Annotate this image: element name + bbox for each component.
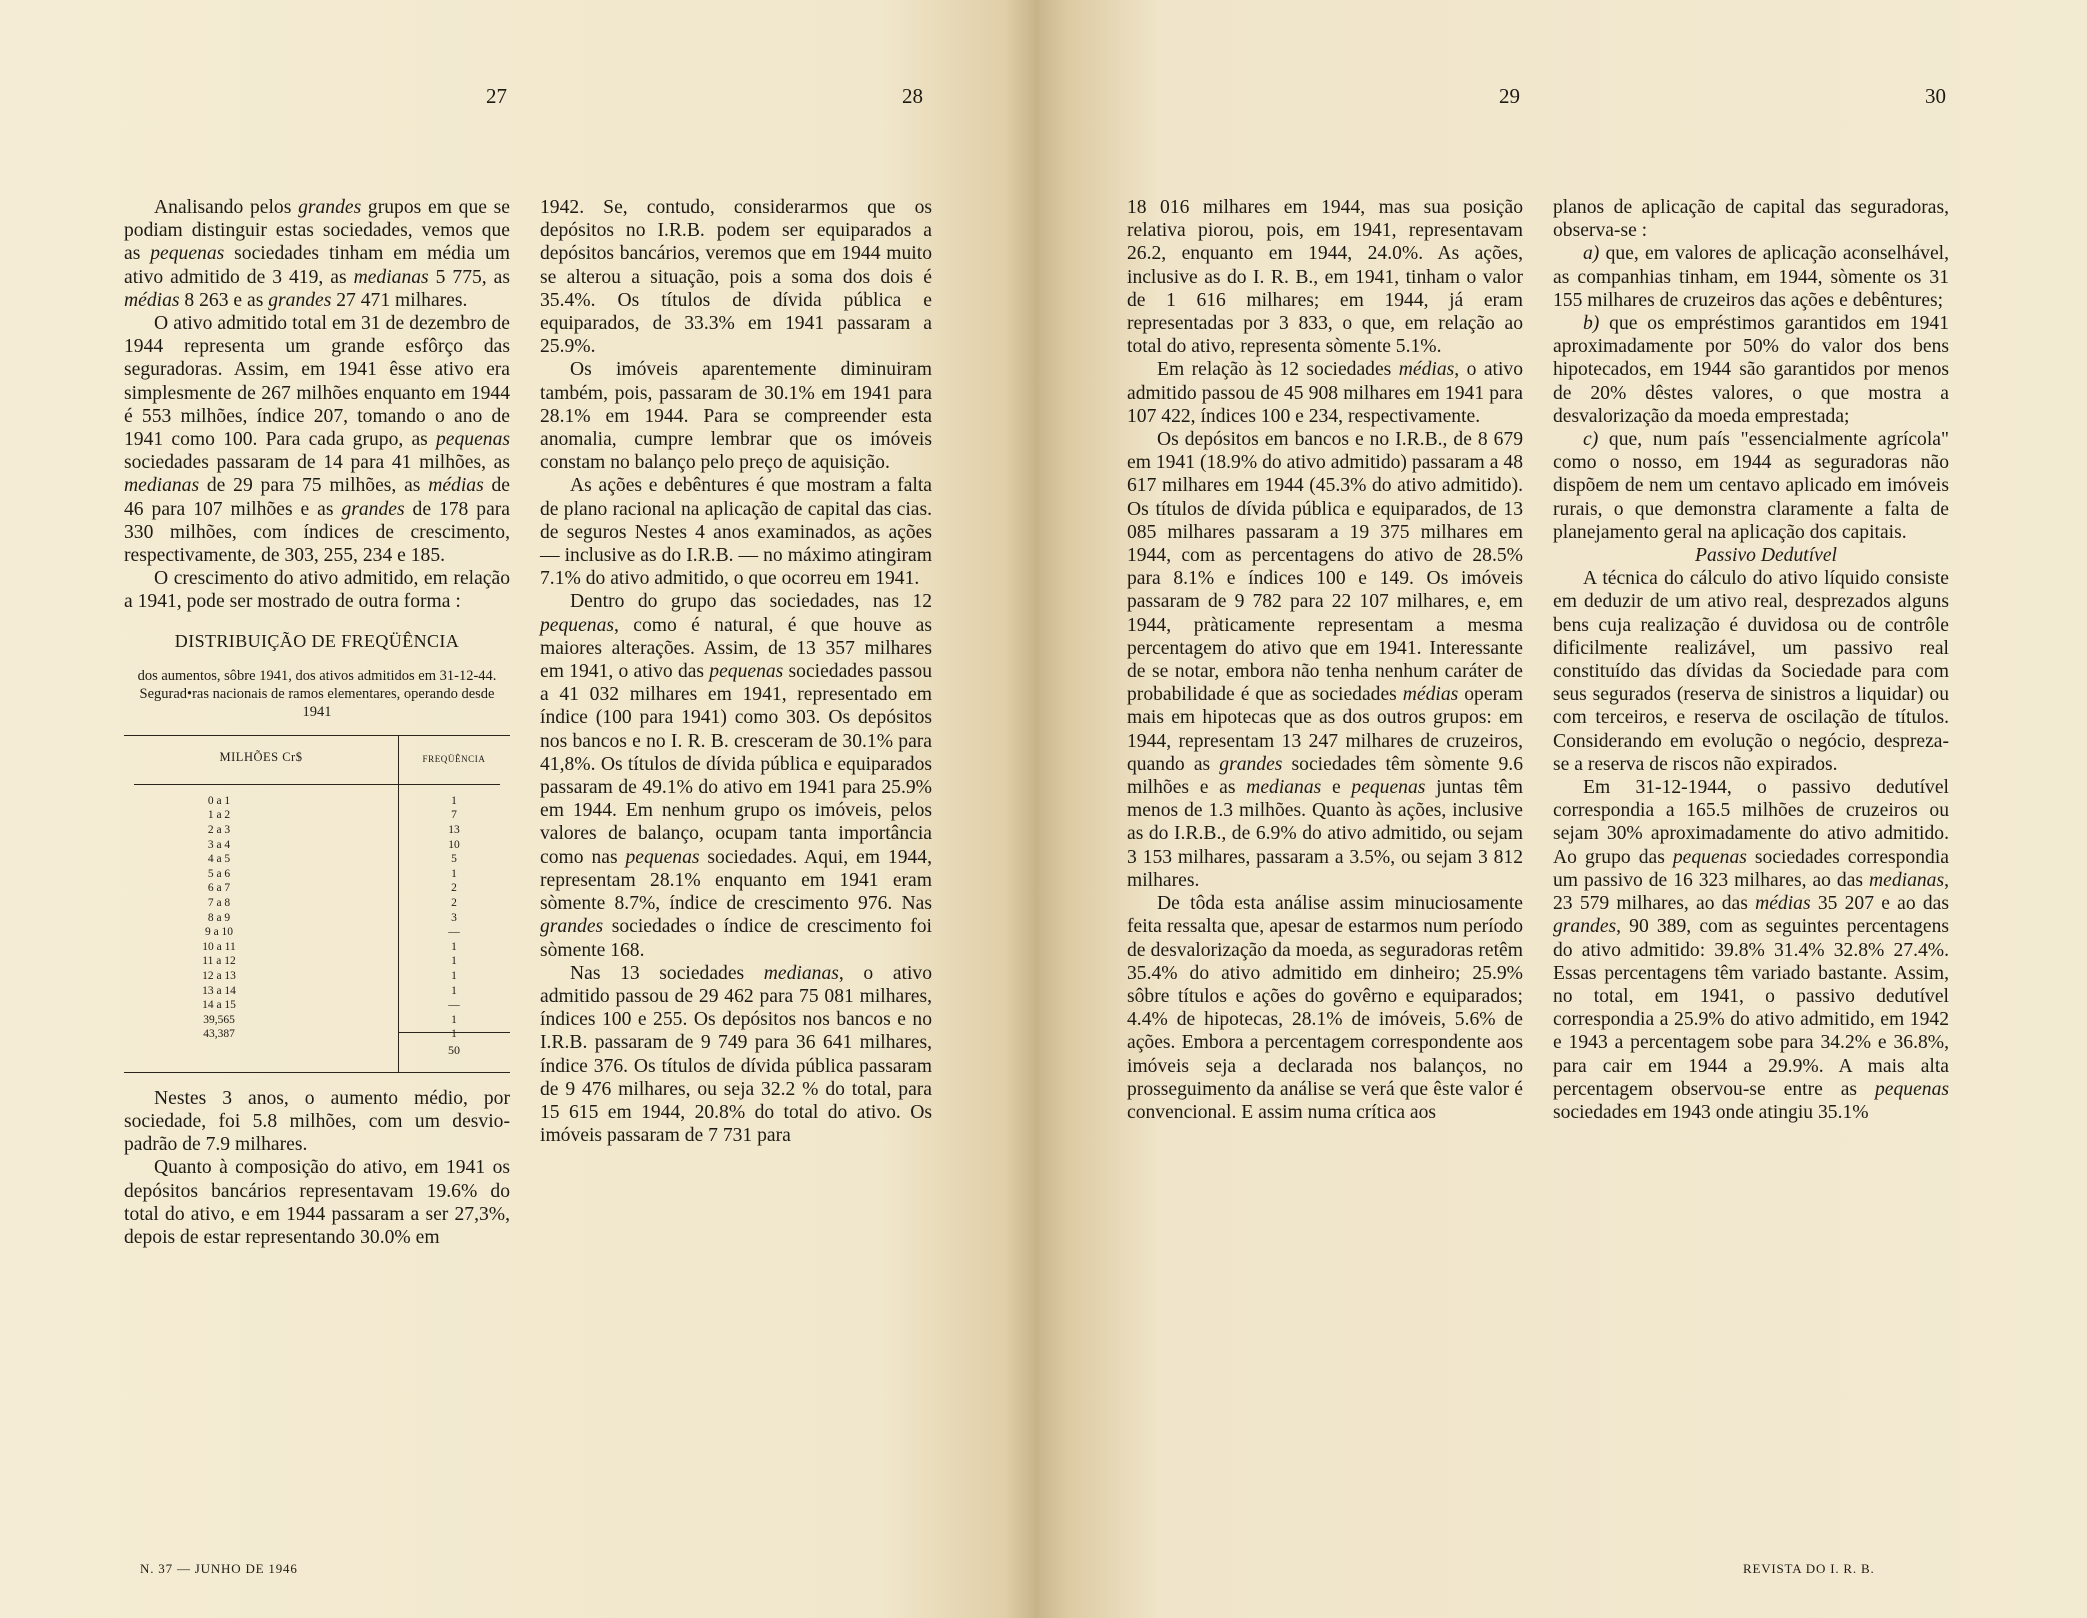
left-page — [0, 0, 1035, 1618]
table-row — [124, 838, 398, 853]
paragraph: 18 016 milhares em 1944, mas sua posição relativa piorou, pois, em 1941, representavam 26.2, enquanto em 1944, 24.0%. As ações, inclusive as do I. R. B., em 1941, tinham o valor de 1 616 milhares; em 1944, já eram representadas por 3 833, o que, em relação ao total do ativo, representa sòmente 5.1%. — [1127, 197, 1523, 358]
frequency-value: 13 — [448, 824, 460, 837]
table-row — [124, 954, 398, 969]
table-row — [124, 1027, 398, 1042]
column-page-27 — [124, 196, 510, 1249]
paragraph: Analisando pelos grandes grupos em que se podiam distinguir estas sociedades, vemos que as pequenas sociedades tinham em média um ativo admitido de 3 419, as medianas 5 775, as médias 8 263 e as grandes 27 471 milhares. — [124, 197, 510, 311]
table-row — [124, 794, 398, 809]
table-row — [124, 867, 398, 882]
header-rule — [134, 784, 500, 785]
frequency-total: 50 — [398, 1032, 510, 1058]
paragraph: As ações e debêntures é que mostram a falta de plano racional na aplicação de capital das cias. de seguros Nestes 4 anos examinados, as ações — inclusive as do I.R.B. — no máximo atingiram 7.1% do ativo admitido, o que ocorreu em 1941. — [540, 475, 932, 590]
frequency-value: 1 — [451, 1013, 457, 1026]
range-value: 6 a 7 — [207, 882, 231, 895]
range-value: 3 a 4 — [207, 838, 231, 851]
column-page-30 — [1553, 196, 1949, 1124]
range-value: 5 a 6 — [207, 867, 231, 880]
range-value: 8 a 9 — [207, 911, 231, 924]
table-row — [124, 925, 398, 940]
table-row — [124, 1013, 398, 1028]
frequency-value: 1 — [451, 940, 457, 953]
section-heading: Passivo Dedutível — [1694, 545, 1838, 567]
table-row — [124, 969, 398, 984]
table-row — [124, 896, 398, 911]
range-value: 14 a 15 — [202, 999, 236, 1012]
frequency-value: 1 — [451, 794, 457, 807]
paragraph: Nas 13 sociedades medianas, o ativo admitido passou de 29 462 para 75 081 milhares, índices 100 e 255. Os depósitos nos bancos e no I.R.B. passaram de 9 749 para 36 641 milhares, índice 376. Os títulos de dívida pública passaram de 9 476 milhares, ou seja 32.2 % do total, para 15 615 em 1944, 20.8% do total do ativo. Os imóveis passaram de 7 731 para — [540, 962, 932, 1147]
paragraph: Dentro do grupo das sociedades, nas 12 pequenas, como é natural, é que houve as maiores alterações. Assim, de 13 357 milhares em 1941, o ativo das pequenas sociedades passou a 41 032 milhares em 1941, representado em índice (100 para 1941) como 303. Os depósitos nos bancos e no I. R. B. cresceram de 30.1% para 41,8%. Os títulos de dívida pública e equiparados passaram de 49.1% do ativo em 1941 para 25.9% em 1944. Em nenhum grupo os imóveis, pelos valores de balanço, ocupam tanta importância como nas pequenas sociedades. Aqui, em 1944, representam 28.1% enquanto em 1941 eram sòmente 8.7%, índice de crescimento 976. Nas grandes sociedades o índice de crescimento foi sòmente 168. — [540, 591, 932, 961]
frequency-value: — — [448, 926, 460, 939]
paragraph: A técnica do cálculo do ativo líquido consiste em deduzir de um ativo real, desprezados alguns bens cuja realização é duvidosa ou de contrôle dificilmente realizável, um passivo real constituído das dívidas da Sociedade para com seus segurados (reserva de sinistros a liquidar) ou com terceiros, e reserva de oscilação de títulos. Considerando em evolução o negócio, despreza-se a reserva de riscos não expirados. — [1553, 568, 1949, 775]
paragraph: planos de aplicação de capital das seguradoras, observa-se : — [1553, 197, 1949, 242]
column-page-28 — [540, 196, 932, 1147]
range-value: 12 a 13 — [202, 969, 236, 982]
range-value: 4 a 5 — [207, 853, 231, 866]
table-row — [124, 998, 398, 1013]
page-number-28: 28 — [902, 84, 923, 108]
frequency-distribution — [124, 630, 510, 1073]
paragraph: c) que, num país "essencialmente agrícola" como o nosso, em 1944 as seguradoras não dispõem de nem um centavo aplicado em imóveis rurais, o que demonstra claramente a falta de planejamento geral na aplicação dos capitais. — [1553, 429, 1949, 543]
page-number-30: 30 — [1925, 84, 1946, 108]
paragraph: Nestes 3 anos, o aumento médio, por sociedade, foi 5.8 milhões, com um desvio-padrão de 7.9 milhares. — [124, 1087, 510, 1156]
paragraph: Os depósitos em bancos e no I.R.B., de 8 679 em 1941 (18.9% do ativo admitido) passaram a 48 617 milhares em 1944 (45.3% do ativo admitido). Os títulos de dívida pública e equiparados, de 13 085 milhares passaram a 19 375 milhares em 1944, com as percentagens do ativo de 28.5% para 8.1% e índices 100 e 149. Os imóveis passaram de 9 782 para 22 107 milhares, e, em 1944, pràticamente representam a mesma percentagem do ativo que em 1941. Interessante de se notar, embora não tenha nenhum caráter de probabilidade é que as sociedades médias operam mais em hipotecas que as dos outros grupos: em 1944, representam 13 247 milhares de cruzeiros, quando as grandes sociedades têm sòmente 9.6 milhões e as medianas e pequenas juntas têm menos de 1.3 milhões. Quanto às ações, inclusive as do I.R.B., de 6.9% do ativo admitido, ou sejam 3 153 milhares, passaram a 3.5%, ou sejam 3 812 milhares. — [1127, 429, 1524, 891]
paragraph: Em 31-12-1944, o passivo dedutível correspondia a 165.5 milhões de cruzeiros ou sejam 30% aproximadamente do ativo admitido. Ao grupo das pequenas sociedades correspondia um passivo de 16 323 milhares, ao das medianas, 23 579 milhares, ao das médias 35 207 e ao das grandes, 90 389, com as seguintes percentagens do ativo admitido: 39.8% 31.4% 32.8% 27.4%. Essas percentagens têm variado bastante. Assim, no total, em 1941, o passivo dedutível correspondia a 25.9% do ativo admitido, em 1942 e 1943 a percentagem sobe para 34.2% e 36.8%, para cair em 1944 a 29.9%. A mais alta percentagem observou-se entre as pequenas sociedades em 1943 onde atingiu 35.1% — [1553, 777, 1949, 1123]
frequency-value: — — [448, 999, 460, 1012]
frequency-value: 2 — [451, 882, 457, 895]
frequency-value: 5 — [451, 853, 457, 866]
table-row — [124, 852, 398, 867]
page-number-29: 29 — [1499, 84, 1520, 108]
paragraph: 1942. Se, contudo, considerarmos que os depósitos no I.R.B. podem ser equiparados a depósitos bancários, veremos que em 1944 muito se alterou a situação, pois a soma dos dois é 35.4%. Os títulos de dívida pública e equiparados, de 33.3% em 1941 passaram a 25.9%. — [540, 197, 932, 358]
paragraph: a) que, em valores de aplicação aconselhável, as companhias tinham, em 1944, sòmente os 31 155 milhares de cruzeiros das ações e debêntures; — [1553, 243, 1949, 311]
paragraph: b) que os empréstimos garantidos em 1941 aproximadamente por 50% do valor dos bens hipotecados, em 1944 são garantidos por menos de 20% dêstes valores, o que mostra a desvalorização da moeda emprestada; — [1553, 313, 1949, 427]
distribution-title: DISTRIBUIÇÃO DE FREQÜÊNCIA — [174, 630, 460, 651]
table-row — [124, 911, 398, 926]
footer-journal: REVISTA DO I. R. B. — [1743, 1561, 1875, 1576]
table-row — [124, 823, 398, 838]
paragraph: Os imóveis aparentemente diminuiram também, pois, passaram de 30.1% em 1941 para 28.1% em 1944. Para se compreender esta anomalia, cumpre lembrar que os imóveis constam no balanço pelo preço de aquisição. — [540, 359, 932, 474]
frequency-value: 7 — [451, 809, 457, 822]
frequency-value: 1 — [451, 969, 457, 982]
range-value: 13 a 14 — [202, 984, 236, 997]
range-value: 39,565 — [203, 1013, 235, 1026]
range-value: 9 a 10 — [204, 926, 234, 939]
footer-issue: N. 37 — JUNHO DE 1946 — [140, 1561, 298, 1576]
table-row — [124, 881, 398, 896]
table-row — [124, 808, 398, 823]
range-value: 43,387 — [203, 1028, 235, 1041]
ranges-column — [124, 794, 398, 1042]
range-value: 2 a 3 — [207, 824, 231, 837]
frequency-value: 1 — [451, 984, 457, 997]
range-value: 1 a 2 — [207, 809, 231, 822]
range-value: 7 a 8 — [207, 897, 231, 910]
table-row — [124, 984, 398, 999]
paragraph: O crescimento do ativo admitido, em relação a 1941, pode ser mostrado de outra forma : — [124, 568, 510, 613]
distribution-subtitle: dos aumentos, sôbre 1941, dos ativos admitidos em 31-12-44. Segurad•ras nacionais de ramos elementares, operando desde 1941 — [137, 667, 497, 720]
frequency-column — [398, 794, 510, 1042]
column-header-frequency: FREQÜÊNCIA — [422, 753, 486, 764]
frequency-value: 10 — [448, 838, 460, 851]
table-row — [124, 940, 398, 955]
range-value: 0 a 1 — [207, 794, 231, 807]
frequency-value: 3 — [451, 911, 457, 924]
page-number-27: 27 — [486, 84, 507, 108]
paragraph: O ativo admitido total em 31 de dezembro de 1944 representa um grande esfôrço das seguradoras. Assim, em 1941 êsse ativo era simplesmente de 267 milhões enquanto em 1944 é 553 milhões, índice 207, tomando o ano de 1941 como 100. Para cada grupo, as pequenas sociedades passaram de 14 para 41 milhões, as medianas de 29 para 75 milhões, as médias de 46 para 107 milhões e as grandes de 178 para 330 milhões, com índices de crescimento, respectivamente, de 303, 255, 234 e 185. — [124, 313, 511, 567]
range-value: 11 a 12 — [202, 955, 236, 968]
right-page — [1035, 0, 2087, 1618]
frequency-value: 1 — [451, 955, 457, 968]
frequency-value: 1 — [451, 1028, 457, 1041]
paragraph: De tôda esta análise assim minuciosamente feita ressalta que, apesar de estarmos num período de desvalorização da moeda, as seguradoras retêm 35.4% do ativo admitido em dinheiro; 25.9% sôbre títulos e ações do govêrno e equiparados; 4.4% de hipotecas, 28.1% de imóveis, 5.6% de ações. Embora a percentagem correspondente aos imóveis seja a declarada nos balanços, no prosseguimento da análise se verá que êste valor é convencional. E assim numa crítica aos — [1127, 893, 1523, 1123]
paragraph: Quanto à composição do ativo, em 1941 os depósitos bancários representavam 19.6% do total do ativo, e em 1944 passaram a ser 27,3%, depois de estar representando 30.0% em — [124, 1157, 510, 1249]
column-header-millions: MILHÕES Cr$ — [219, 749, 303, 764]
frequency-value: 1 — [451, 867, 457, 880]
paragraph: Em relação às 12 sociedades médias, o ativo admitido passou de 45 908 milhares em 1941 para 107 422, índices 100 e 234, respectivamente. — [1127, 359, 1523, 427]
column-page-29 — [1127, 196, 1523, 1124]
frequency-table — [124, 735, 510, 1073]
frequency-value: 2 — [451, 897, 457, 910]
range-value: 10 a 11 — [202, 940, 236, 953]
